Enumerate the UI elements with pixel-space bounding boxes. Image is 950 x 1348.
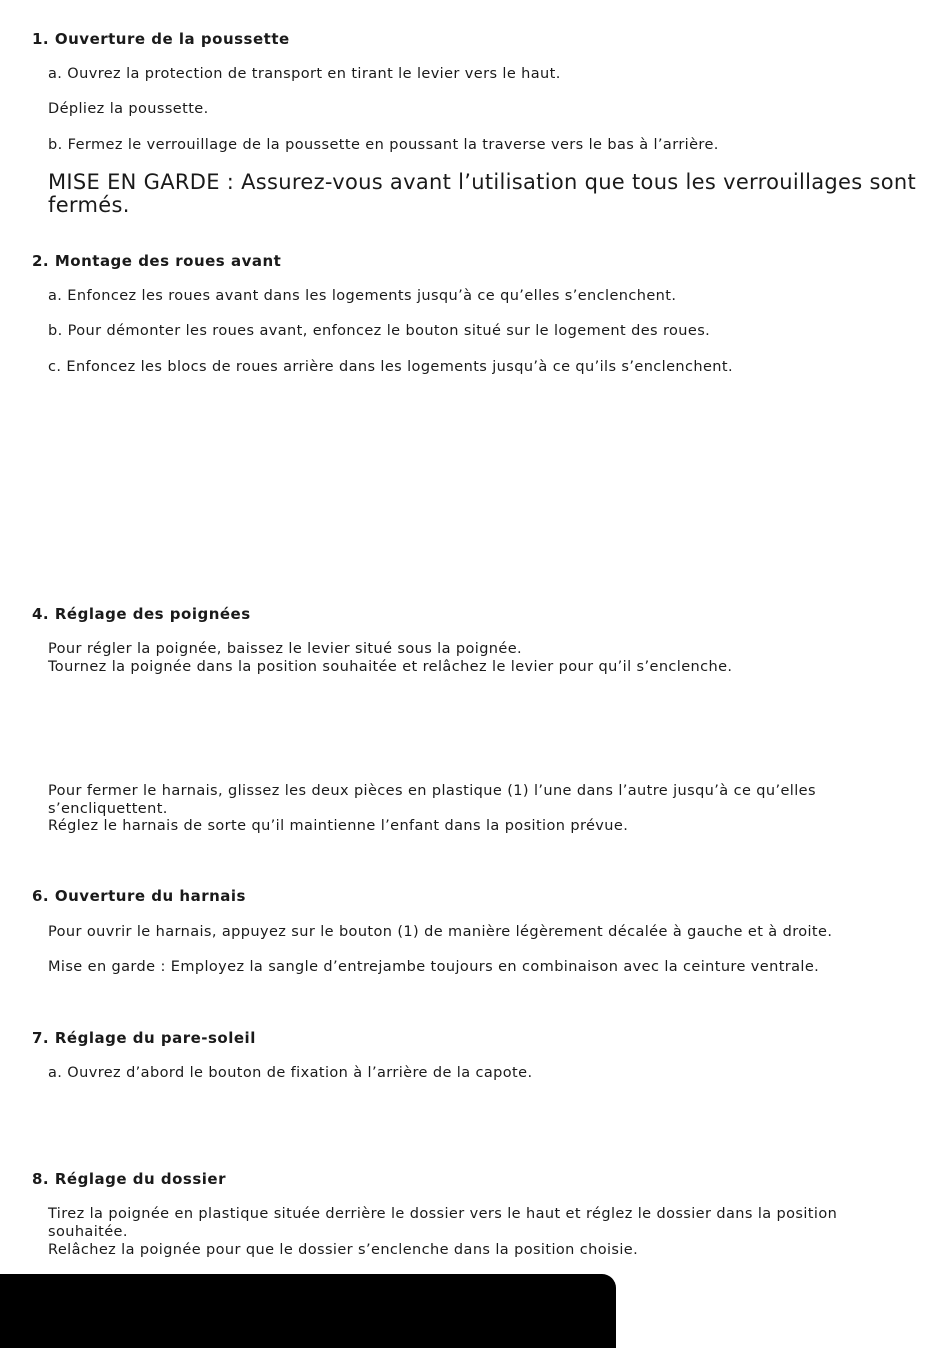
section-4-line-2: Tournez la poignée dans la position souhaitée et relâchez le levier pour qu’il s’enclenche. (48, 659, 733, 675)
section-8-heading: 8. Réglage du dossier (32, 1170, 226, 1188)
section-2-step-c: c. Enfoncez les blocs de roues arrière dans les logements jusqu’à ce qu’ils s’enclenchent. (48, 359, 733, 375)
section-2-step-a: a. Enfoncez les roues avant dans les logements jusqu’à ce qu’elles s’enclenchent. (48, 288, 677, 304)
section-7-step-a: a. Ouvrez d’abord le bouton de fixation à l’arrière de la capote. (48, 1065, 533, 1081)
section-6-heading: 6. Ouverture du harnais (32, 887, 246, 905)
section-2-heading: 2. Montage des roues avant (32, 252, 282, 270)
footer-black-block (0, 1274, 616, 1348)
section-4-line-1: Pour régler la poignée, baissez le levier situé sous la poignée. (48, 641, 523, 657)
section-1-warning: MISE EN GARDE : Assurez-vous avant l’utilisation que tous les verrouillages sont fermés. (48, 170, 916, 217)
section-6-warning: Mise en garde : Employez la sangle d’entrejambe toujours en combinaison avec la ceinture ventrale. (48, 959, 820, 975)
section-8-line-2: Relâchez la poignée pour que le dossier s’enclenche dans la position choisie. (48, 1242, 639, 1258)
harness-close-line-2: Réglez le harnais de sorte qu’il maintienne l’enfant dans la position prévue. (48, 818, 629, 834)
harness-close-line-1: Pour fermer le harnais, glissez les deux pièces en plastique (1) l’une dans l’autre jusqu’à ce qu’elles s’encliquettent. (48, 783, 816, 817)
section-1-step-a: a. Ouvrez la protection de transport en tirant le levier vers le haut. (48, 66, 561, 82)
section-8-line-1: Tirez la poignée en plastique située derrière le dossier vers le haut et réglez le dossier dans la position souhaitée. (48, 1206, 838, 1240)
section-2-step-b: b. Pour démonter les roues avant, enfoncez le bouton situé sur le logement des roues. (48, 323, 711, 339)
section-7-heading: 7. Réglage du pare-soleil (32, 1029, 256, 1047)
section-4-heading: 4. Réglage des poignées (32, 605, 251, 623)
section-1-heading: 1. Ouverture de la poussette (32, 30, 290, 48)
section-1-unfold: Dépliez la poussette. (48, 101, 209, 117)
section-6-line-1: Pour ouvrir le harnais, appuyez sur le bouton (1) de manière légèrement décalée à gauche et à droite. (48, 924, 833, 940)
section-1-step-b: b. Fermez le verrouillage de la poussette en poussant la traverse vers le bas à l’arrière. (48, 137, 719, 153)
